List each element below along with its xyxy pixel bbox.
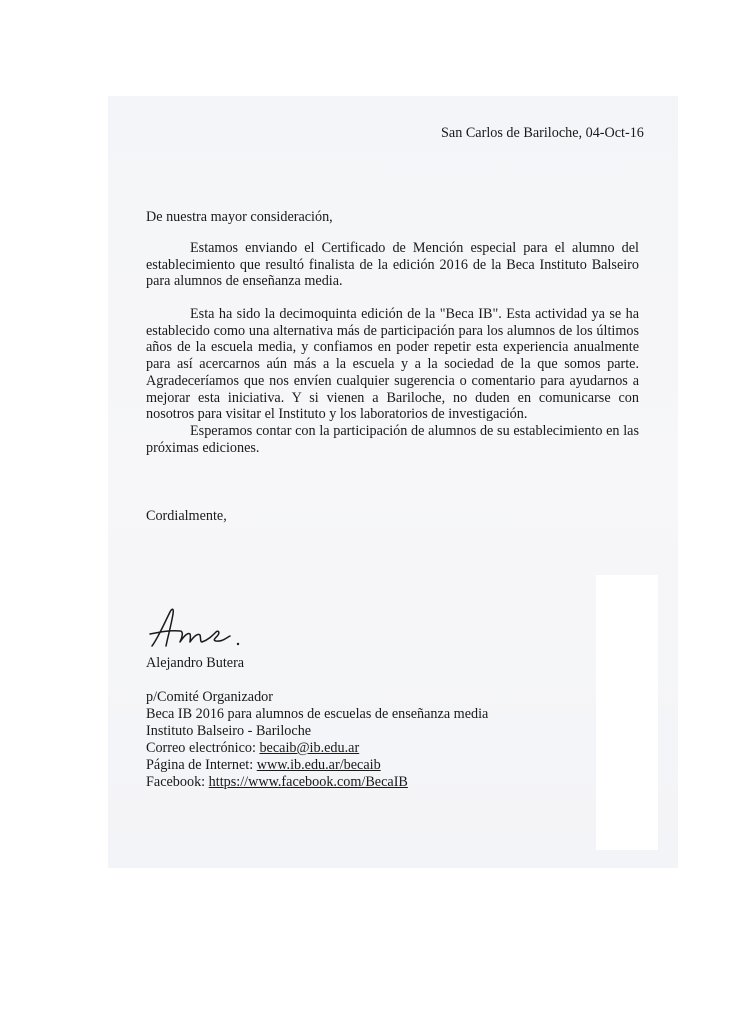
signer-name: Alejandro Butera [146,655,245,671]
handwritten-signature [146,602,276,652]
paragraph-1-line: Estamos enviando el Certificado de Mención especial para el alumno del [190,240,639,256]
paragraph-2-line: nosotros para visitar el Instituto y los laboratorios de investigación. [146,406,528,423]
paragraph-1 [146,240,639,290]
facebook-line [146,774,408,791]
web-line [146,757,381,774]
paragraph-2-line: para así acercarnos aún más a la escuela y a la sociedad de la que somos parte. [146,356,639,373]
paragraph-2-line: Agradeceríamos que nos envíen cualquier sugerencia o comentario para ayudarnos a [146,372,639,389]
paragraph-3 [146,423,639,456]
paragraph-2-line: establecido como una alternativa más de participación para los alumnos de los últimos [146,322,639,339]
committee-line: p/Comité Organizador [146,689,274,705]
web-link[interactable]: www.ib.edu.ar/becaib [256,757,381,773]
paragraph-1-line: para alumnos de enseñanza media. [146,273,343,290]
email-line [146,740,359,757]
blank-patch [596,575,658,850]
email-link[interactable]: becaib@ib.edu.ar [259,740,360,756]
paragraph-3-line: Esperamos contar con la participación de alumnos de su establecimiento en las [190,423,639,439]
program-line: Beca IB 2016 para alumnos de escuelas de enseñanza media [146,706,489,722]
web-label: Página de Internet: [146,757,257,773]
institute-line: Instituto Balseiro - Bariloche [146,723,312,739]
paragraph-1-line: establecimiento que resultó finalista de la edición 2016 de la Beca Instituto Balseiro [146,256,639,273]
paragraph-2 [146,306,639,423]
facebook-link[interactable]: https://www.facebook.com/BecaIB [208,774,408,790]
facebook-label: Facebook: [146,774,209,790]
paragraph-2-line: años de la escuela media, y confiamos en poder repetir esta experiencia anualmente [146,339,639,356]
paragraph-2-line: mejorar esta iniciativa. Y si vienen a Bariloche, no duden en comunicarse con [146,389,639,406]
paragraph-2-line: Esta ha sido la decimoquinta edición de la "Beca IB". Esta actividad ya se ha [190,306,639,322]
salutation: De nuestra mayor consideración, [146,209,333,225]
paragraph-3-line: próximas ediciones. [146,439,260,456]
closing: Cordialmente, [146,508,227,524]
email-label: Correo electrónico: [146,740,260,756]
place-date: San Carlos de Bariloche, 04-Oct-16 [441,125,644,141]
